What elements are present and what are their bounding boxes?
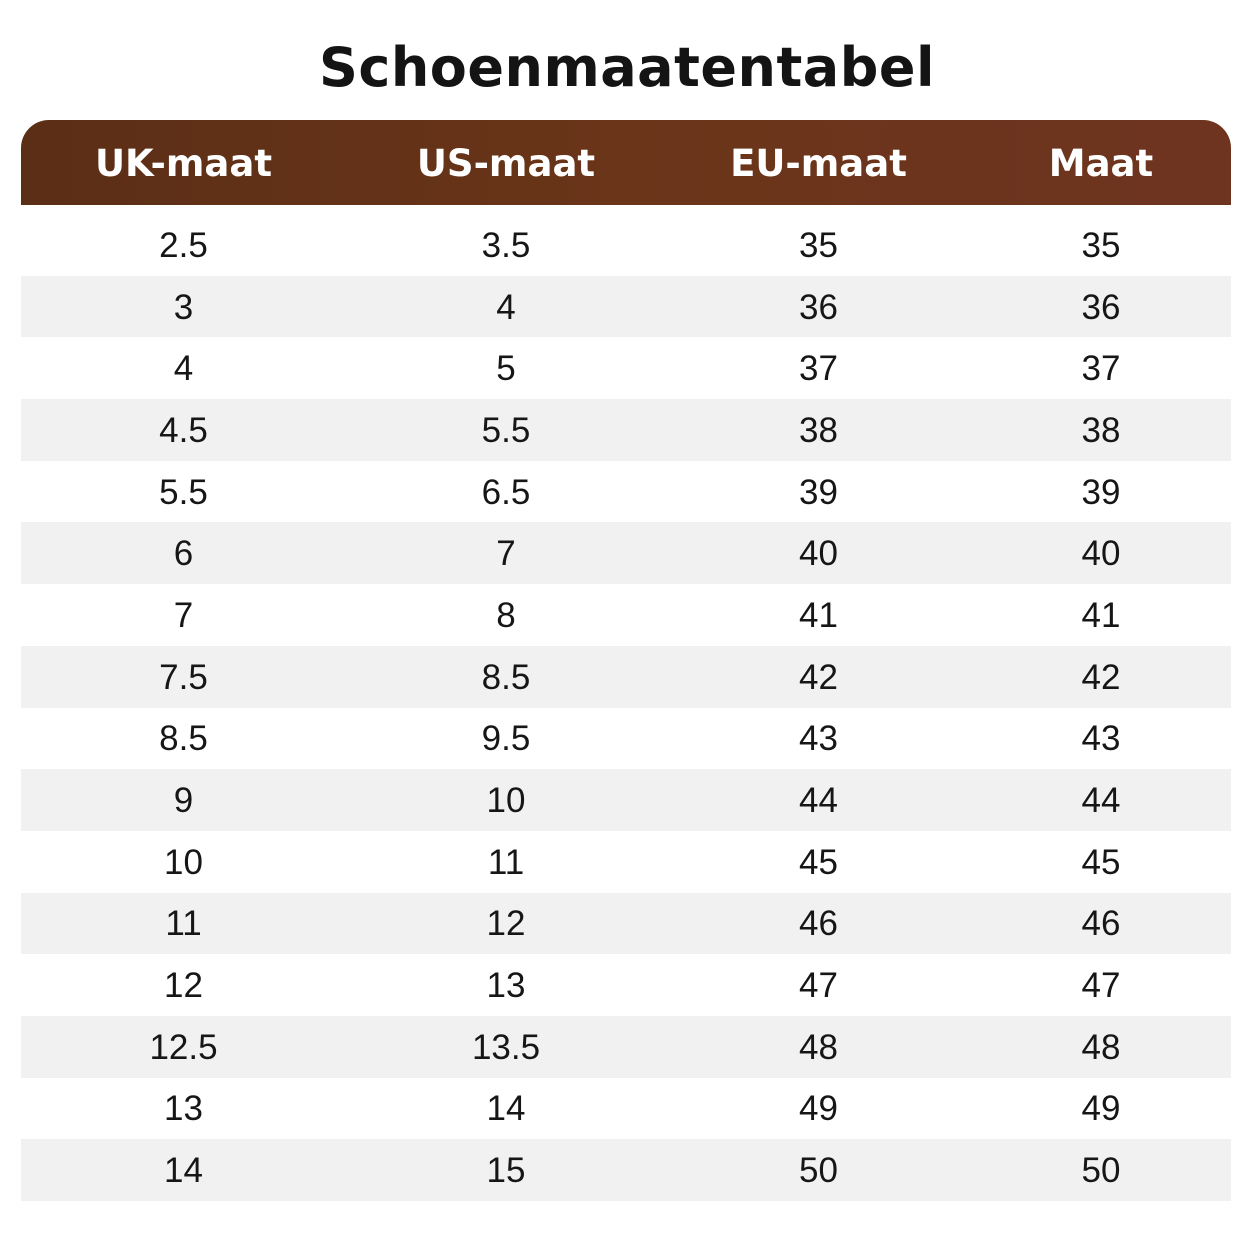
cell-us-size: 14: [486, 1089, 526, 1129]
table-row: [21, 831, 1231, 893]
cell-size: 46: [1081, 904, 1121, 944]
cell-us-size: 8: [496, 595, 516, 635]
table-row: [21, 522, 1231, 584]
cell-uk-size: 6: [173, 534, 194, 574]
cell-eu-size: 35: [799, 225, 838, 265]
cell-size: 47: [1081, 966, 1121, 1006]
cell-uk-size: 4: [173, 349, 194, 389]
table-row: [21, 1139, 1231, 1201]
cell-size: 50: [1081, 1151, 1121, 1191]
cell-uk-size: 14: [164, 1151, 203, 1191]
header-size: Maat: [1048, 142, 1154, 185]
page-title: Schoenmaatentabel: [318, 36, 936, 99]
cell-uk-size: 8.5: [159, 719, 208, 759]
cell-eu-size: 36: [799, 287, 838, 327]
cell-eu-size: 44: [799, 781, 838, 821]
cell-eu-size: 42: [799, 657, 838, 697]
cell-uk-size: 13: [164, 1089, 203, 1129]
cell-us-size: 8.5: [481, 657, 531, 697]
table-row: [21, 214, 1231, 276]
cell-size: 48: [1081, 1027, 1121, 1067]
cell-uk-size: 7: [173, 595, 194, 635]
cell-eu-size: 40: [799, 534, 838, 574]
cell-us-size: 13: [486, 966, 526, 1006]
table-row: [21, 276, 1231, 338]
cell-eu-size: 39: [799, 472, 838, 512]
cell-us-size: 5: [496, 349, 516, 389]
cell-us-size: 4: [496, 287, 516, 327]
cell-us-size: 9.5: [481, 719, 531, 759]
cell-us-size: 7: [496, 534, 516, 574]
table-row: [21, 1078, 1231, 1140]
cell-size: 36: [1081, 287, 1121, 327]
header-uk-size: UK-maat: [94, 142, 273, 185]
cell-eu-size: 45: [799, 842, 838, 882]
table-row: [21, 893, 1231, 955]
cell-size: 38: [1081, 410, 1121, 450]
cell-uk-size: 3: [173, 287, 194, 327]
table-row: [21, 1016, 1231, 1078]
cell-size: 42: [1081, 657, 1121, 697]
cell-eu-size: 48: [799, 1027, 838, 1067]
table-row: [21, 337, 1231, 399]
cell-us-size: 15: [486, 1151, 526, 1191]
cell-eu-size: 38: [799, 410, 838, 450]
table-body: [21, 214, 1231, 1201]
table-row: [21, 399, 1231, 461]
cell-us-size: 12: [486, 904, 526, 944]
cell-size: 45: [1081, 842, 1121, 882]
table-row: [21, 461, 1231, 523]
cell-uk-size: 4.5: [159, 410, 208, 450]
cell-uk-size: 12.5: [149, 1027, 218, 1067]
cell-us-size: 5.5: [481, 410, 531, 450]
cell-us-size: 13.5: [471, 1027, 541, 1067]
size-table: [21, 120, 1231, 1201]
table-row: [21, 708, 1231, 770]
cell-uk-size: 11: [165, 904, 202, 944]
cell-eu-size: 50: [799, 1151, 838, 1191]
cell-eu-size: 41: [799, 595, 838, 635]
cell-us-size: 10: [486, 781, 526, 821]
cell-eu-size: 49: [799, 1089, 838, 1129]
cell-uk-size: 9: [173, 781, 194, 821]
cell-us-size: 11: [487, 842, 525, 882]
cell-size: 44: [1081, 781, 1121, 821]
cell-uk-size: 12: [164, 966, 203, 1006]
cell-eu-size: 46: [799, 904, 838, 944]
cell-eu-size: 43: [799, 719, 838, 759]
cell-size: 43: [1081, 719, 1121, 759]
cell-us-size: 6.5: [481, 472, 531, 512]
cell-size: 49: [1081, 1089, 1121, 1129]
cell-eu-size: 47: [799, 966, 838, 1006]
table-row: [21, 584, 1231, 646]
cell-uk-size: 7.5: [159, 657, 208, 697]
cell-uk-size: 10: [164, 842, 203, 882]
table-row: [21, 646, 1231, 708]
table-row: [21, 954, 1231, 1016]
table-header: [21, 120, 1231, 205]
cell-size: 40: [1081, 534, 1121, 574]
cell-uk-size: 5.5: [159, 472, 208, 512]
header-us-size: US-maat: [416, 142, 596, 185]
cell-size: 35: [1081, 225, 1121, 265]
cell-uk-size: 2.5: [159, 225, 208, 265]
cell-eu-size: 37: [799, 349, 838, 389]
cell-size: 41: [1081, 595, 1121, 635]
cell-us-size: 3.5: [481, 225, 531, 265]
table-row: [21, 769, 1231, 831]
cell-size: 37: [1081, 349, 1121, 389]
cell-size: 39: [1081, 472, 1121, 512]
header-eu-size: EU-maat: [730, 142, 907, 185]
